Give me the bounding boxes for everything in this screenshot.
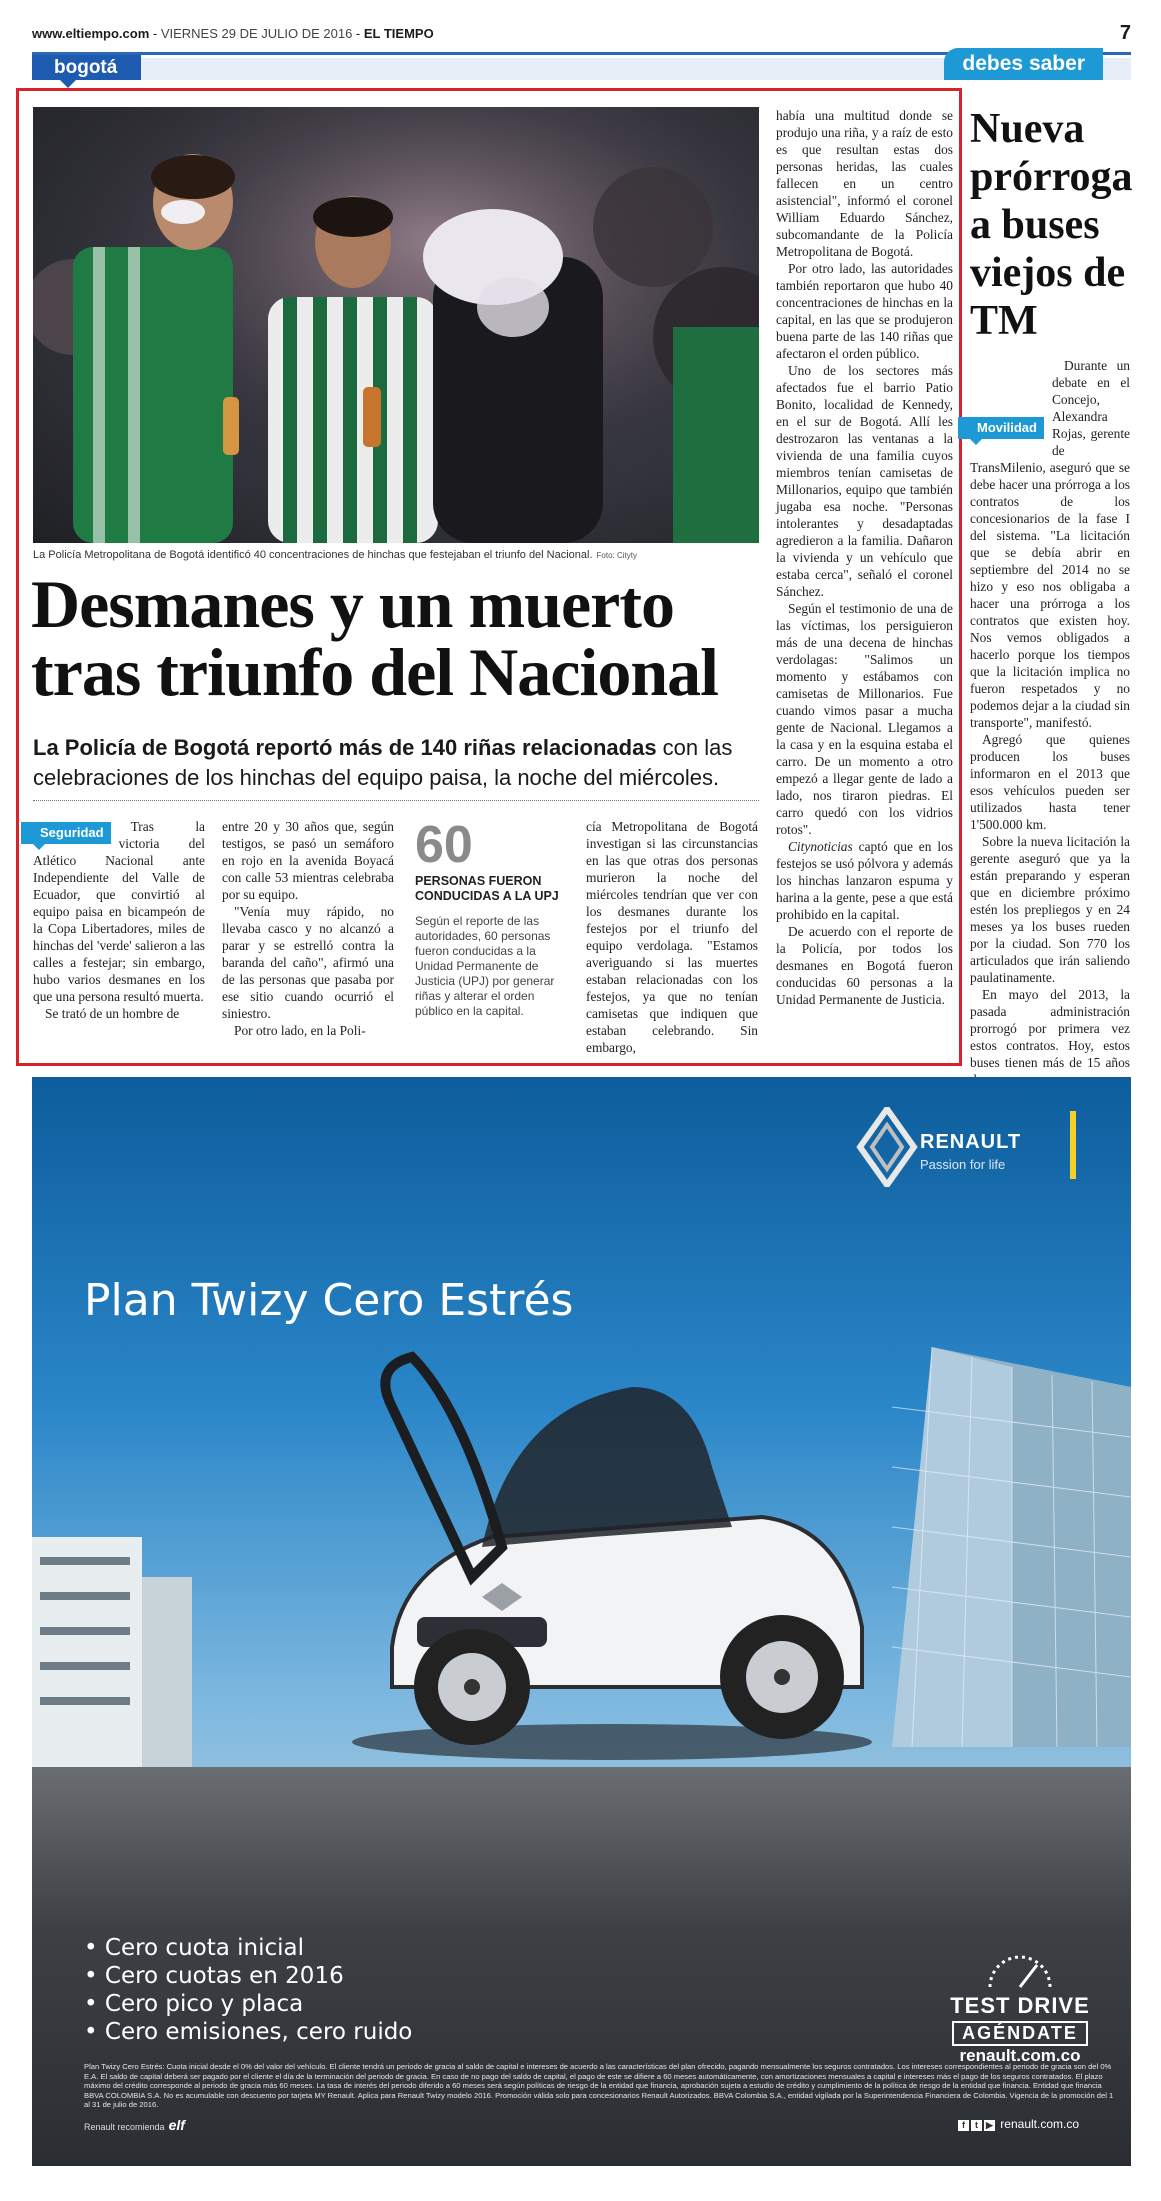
stat-text: Según el reporte de las autoridades, 60 personas fueron conducidas a la Unidad Permanente de Justicia (UPJ) por generar riñas y alterar el orden público en la capital. (415, 914, 555, 1018)
facebook-icon[interactable]: f (958, 2120, 969, 2131)
list-item: • Cero cuota inicial (84, 1934, 412, 1962)
body-paragraph: Citynoticias captó que en los festejos se usó pólvora y además los hinchas lanzaron espuma y harina a la gente, pese a que está prohibido en la capital. (776, 839, 953, 922)
body-paragraph: Sobre la nueva licitación la gerente aseguró que ya la están preparando y esperan que en diciembre próximo estén los prepliegos y en 24 meses ya los buses rueden por la ciudad. Son 770 los articulados que irán saliendo paulatinamente. (970, 834, 1130, 985)
body-paragraph: Agregó que quienes producen los buses informaron en el 2013 que esos vehículos pueden ser utilizados hasta tener 1'500.000 km. (970, 732, 1130, 832)
renault-diamond-logo (852, 1107, 922, 1187)
ad-tagline: Passion for life (920, 1157, 1006, 1172)
article-deck: La Policía de Bogotá reportó más de 140 riñas relacionadas con las celebraciones de los hinchas del equipo paisa, la noche del miércoles. (33, 735, 733, 790)
ad-url[interactable]: renault.com.co (959, 2046, 1081, 2065)
body-paragraph: Movilidad Durante un debate en el Concejo, Alexandra Rojas, gerente de TransMilenio, aseguró que se debe hacer una prórroga a los contratos de los concesionarios de la fase I del sistema. "La licitación que se debía abrir en septiembre del 2014 no se hizo y eso nos obligaba a hacer una prórroga a los contratos que existen hoy. Nos vemos obligados a hacerlo porque los tiempos que la licitación implica no fueron respetados y no podemos dejar a la ciudad sin transporte", manifestó. (970, 357, 1130, 731)
stat-number: 60 (415, 816, 473, 874)
elf-logo: elf (168, 2117, 185, 2133)
ad-footer-right (958, 2117, 1079, 2131)
body-paragraph: Se trató de un hombre de (45, 1006, 180, 1021)
glass-tower (892, 1347, 1131, 1747)
body-paragraph: Según el testimonio de una de las víctimas, los persiguieron más de una decena de hinchas verdolagas: "Salimos un momento y estábamos con camisetas de Millonarios. Fue cuando vimos pasar a mucha gente de Nacional. Llegamos a la casa y en la esquina estaba el carro. De un momento a otro empezó a llegar gente de lado a lado, nos tiraron piedras. El carro quedó con los vidrios rotos". (776, 601, 953, 837)
body-paragraph: había una multitud donde se produjo una riña, y a raíz de esto es que resultan estas dos personas heridas, las cuales fallecen en un centro asistencial", informó el coronel William Eduardo Sánchez, subcomandante de la Policía Metropolitana de Bogotá. (776, 108, 953, 259)
debes-saber-label: debes saber (944, 48, 1103, 80)
body-paragraph: cía Metropolitana de Bogotá investigan si las circunstancias en las que otras dos personas murieron la noche del miércoles tendrían que ver con los desmanes durante los festejos por el triunfo del equipo verdolaga. "Estamos averiguando si las muertes estaban relacionadas con los festejos, ya que no tenían camisetas que indiquen que estaban celebrando. Sin embargo, (586, 819, 758, 1055)
list-item: • Cero cuotas en 2016 (84, 1962, 412, 1990)
ad-benefits-list (84, 1934, 412, 2046)
paper-name: EL TIEMPO (363, 26, 434, 41)
body-paragraph: Seguridad Tras la victoria del Atlético Nacional ante Independiente del Valle de Ecuador, que convirtió al equipo paisa en bicampeón de la Copa Libertadores, miles de hinchas del 'verde' salieron a las calles a festejar; sin embargo, hubo varios desmanes en los que una persona resultó muerta. (33, 818, 205, 1005)
sidebar-headline: Nueva prórroga a buses viejos de TM (970, 106, 1133, 344)
footer-url[interactable]: renault.com.co (1000, 2117, 1079, 2131)
test-drive-badge[interactable] (930, 1947, 1110, 2066)
agendate-label: AGÉNDATE (952, 2021, 1088, 2046)
speedometer-icon (985, 1947, 1055, 1991)
body-paragraph: En mayo del 2013, la pasada administración prorrogó por primera vez estos contratos. Hoy, estos buses tienen más de 15 años (970, 987, 1130, 1070)
section-label: bogotá (32, 55, 141, 80)
section-bar (32, 52, 1131, 80)
tag-seguridad: Seguridad (21, 822, 111, 844)
ad-brand: RENAULT (920, 1131, 1022, 1153)
article-column-2 (222, 818, 394, 1039)
article-headline: Desmanes y un muerto tras triunfo del Nacional (31, 566, 719, 710)
renault-advertisement[interactable] (32, 1077, 1131, 2166)
list-item: • Cero emisiones, cero ruido (84, 2018, 412, 2046)
left-building (32, 1537, 192, 1767)
youtube-icon[interactable]: ▶ (984, 2120, 995, 2131)
ad-legal-text: Plan Twizy Cero Estrés: Cuota inicial desde el 0% del valor del vehículo. El cliente tendrá un periodo de gracia al saldo de capital e intereses de acuerdo a las características del plan ofrecido, pagando mensualmente los seguros contratados. Los intereses correspondientes al periodo de gracia son del 0% E.A. El saldo de capital deberá ser pagado por el cliente el día de la terminación del periodo de gracia. En caso de no pago del saldo de capital, el pago de este se difiere a 60 meses automáticamente, con amortizaciones mensuales a capital e intereses más el pago de los seguros contratados. El plazo máximo del crédito corresponde al periodo de gracia más 60 meses. La tasa de interés del periodo diferido a 60 meses será según políticas de riesgo de la entidad que financia, aprobación sujeta a estudio de crédito y cumplimiento de la política de riesgo de la entidad que financia. Entidad que financia BBVA COLOMBIA S.A. No es acumulable con descuento por tarjeta MY Renault. Aplica para Renault Twizy modelo 2016. Promoción válida solo para concesionarios Renault Autorizados. BBVA Colombia S.A., entidad vigilada por la Superintendencia Financiera de Colombia. Vigencia de la promoción del 1 al 31 de julio de 2016. (84, 2062, 1114, 2110)
tag-movilidad: Movilidad (958, 417, 1044, 439)
masthead-separator: - (149, 26, 161, 41)
page-number: 7 (1119, 22, 1131, 44)
photo-credit: Foto: Cityty (596, 551, 637, 560)
photo-caption: La Policía Metropolitana de Bogotá identificó 40 concentraciones de hinchas que festejaban el triunfo del Nacional. Foto: Cityty (33, 549, 637, 561)
body-paragraph: De acuerdo con el reporte de la Policía, por todos los desmanes en Bogotá fueron conducidas 60 personas a la Unidad Permanente de Justicia. (776, 924, 953, 1007)
stat-label: PERSONAS FUERON CONDUCIDAS A LA UPJ (415, 874, 559, 903)
twizy-car-illustration (332, 1347, 892, 1767)
list-item: • Cero pico y placa (84, 1990, 412, 2018)
article-column-1 (33, 818, 205, 1022)
fans-celebrating-photo (33, 107, 759, 543)
body-paragraph: "Venía muy rápido, no llevaba casco y no alcanzó a parar y se estrelló contra la baranda del caño", afirmó una de las personas que pasaba por ese sitio cuando ocurrió el siniestro. (222, 904, 394, 1021)
site-url[interactable]: www.eltiempo.com (32, 26, 150, 41)
test-drive-label: TEST DRIVE (950, 1993, 1090, 2018)
masthead (32, 22, 1131, 44)
article-photo (33, 107, 759, 543)
article-column-5 (776, 107, 953, 1008)
ad-footer-left: Renault recomienda elf (84, 2117, 185, 2133)
body-paragraph: Uno de los sectores más afectados fue el barrio Patio Bonito, localidad de Kennedy, en el sur de Bogotá. Allí les destrozaron las ventanas a la vivienda de una familia cuyos miembros tenían camisetas de Millonarios, equipo que también jugaba esa noche. "Personas intolerantes y desadaptadas agredieron a la familia. Dañaron la vivienda y un vehículo que estaba cerca", señaló el coronel Sánchez. (776, 363, 953, 599)
twitter-icon[interactable]: t (971, 2120, 982, 2131)
body-paragraph: entre 20 y 30 años que, según testigos, se pasó un semáforo en rojo en la avenida Boyacá con calle 53 mientras celebraba por su equipo. (222, 819, 394, 902)
article-column-4 (586, 818, 758, 1056)
issue-date: VIERNES 29 DE JULIO DE 2016 (160, 26, 353, 41)
body-paragraph: Por otro lado, en la Poli- (234, 1023, 366, 1038)
deck-divider (33, 800, 759, 801)
masthead-separator: - (352, 26, 364, 41)
ad-title: Plan Twizy Cero Estrés (84, 1275, 574, 1326)
brand-accent-bar (1070, 1111, 1076, 1179)
stat-box (415, 818, 570, 1019)
sidebar-body (970, 357, 1130, 1088)
body-paragraph: Por otro lado, las autoridades también reportaron que hubo 40 concentraciones de hinchas en la capital, en las que se produjeron buena parte de las 140 riñas que afectaron el orden público. (776, 261, 953, 361)
